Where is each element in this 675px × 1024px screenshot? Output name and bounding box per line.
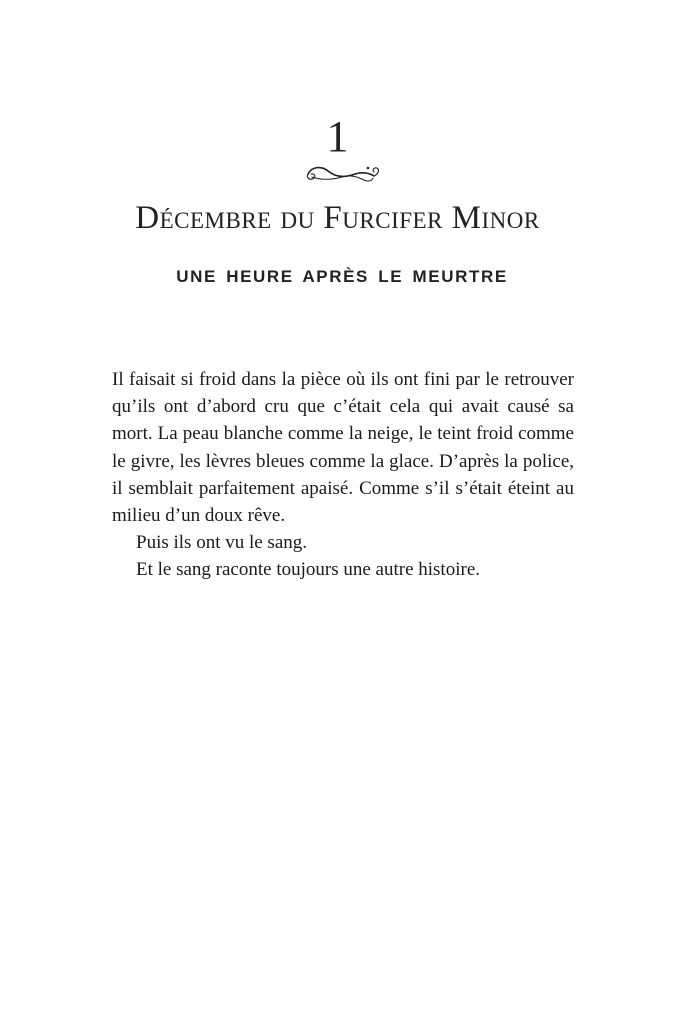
paragraph: Il faisait si froid dans la pièce où ils ont fini par le retrouver qu’ils ont d’abord cru que c’était cela qui avait causé sa mort. La peau blanche comme la neige, le teint froid comme le givre, les lèvres bleues comme la glace. D’après la police, il semblait parfaitement apaisé. Comme s’il s’était éteint au milieu d’un doux rêve. xyxy=(112,369,574,527)
chapter-body xyxy=(112,366,574,584)
flourish-ornament-icon xyxy=(302,160,382,186)
chapter-title: Décembre du Furcifer Minor xyxy=(135,200,540,236)
paragraph: Et le sang raconte toujours une autre histoire. xyxy=(136,559,481,581)
chapter-number: 1 xyxy=(326,112,349,161)
paragraph: Puis ils ont vu le sang. xyxy=(136,532,308,554)
chapter-subtitle: UNE HEURE APRÈS LE MEURTRE xyxy=(176,267,508,286)
